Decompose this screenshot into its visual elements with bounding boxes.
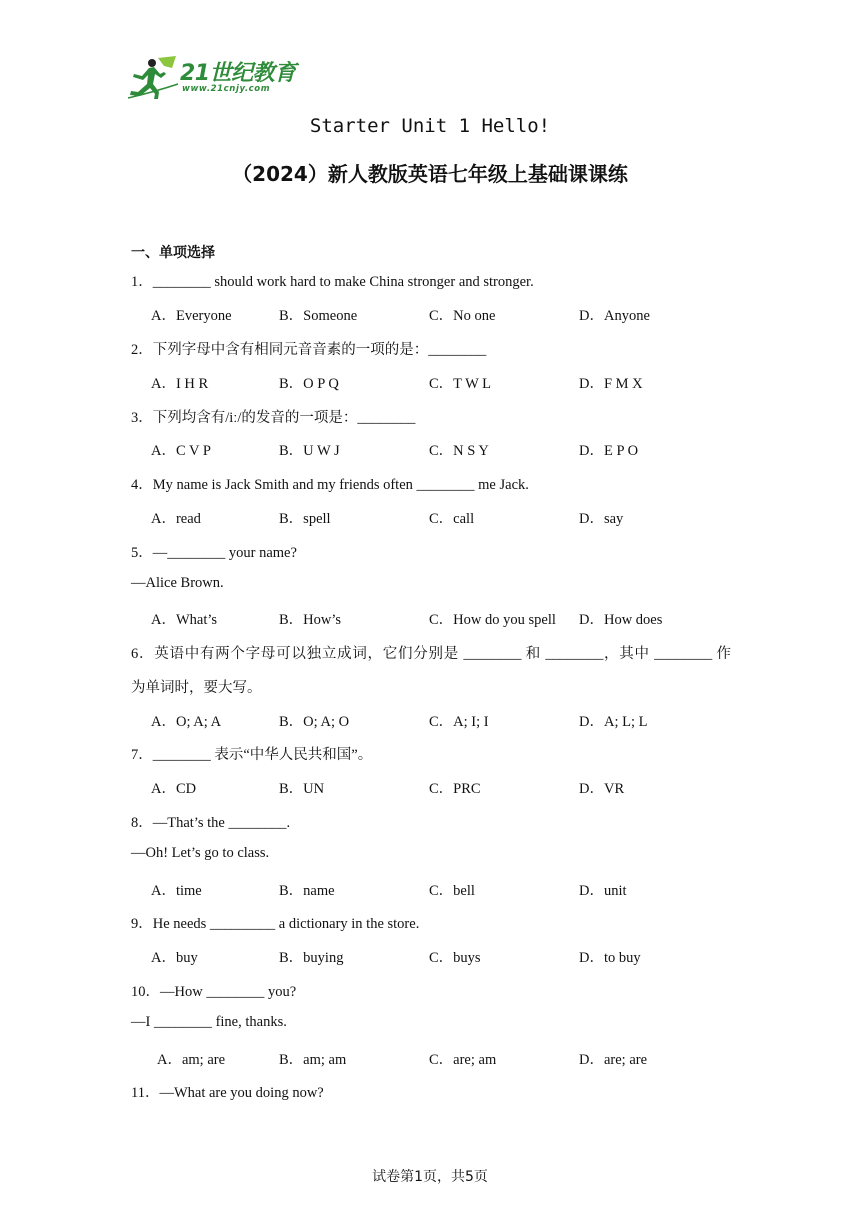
question-8-reply: —Oh! Let’s go to class. (131, 845, 270, 861)
option-c: C．N S Y (429, 443, 489, 459)
option-c: C．are; am (429, 1052, 497, 1068)
question-7-options (151, 777, 771, 797)
option-a: A．time (151, 883, 202, 899)
option-d: D．unit (579, 883, 627, 899)
question-9: 9．He needs _________ a dictionary in the store. (131, 916, 420, 932)
option-c: C．buys (429, 950, 481, 966)
question-7: 7．________ 表示“中华人民共和国”。 (131, 747, 373, 763)
question-5-reply: —Alice Brown. (131, 575, 224, 591)
option-c: C．A; I; I (429, 714, 489, 730)
option-d: D．VR (579, 781, 625, 797)
question-1: 1．________ should work hard to make China stronger and stronger. (131, 274, 534, 290)
question-5: 5．—________ your name? (131, 545, 297, 561)
option-b: B．O P Q (279, 376, 339, 392)
option-d: D．are; are (579, 1052, 648, 1068)
question-10-reply: —I ________ fine, thanks. (131, 1014, 287, 1030)
option-c: C．T W L (429, 376, 492, 392)
option-a: A．What’s (151, 612, 218, 628)
option-b: B．How’s (279, 612, 342, 628)
logo-text: 21世纪教育 (180, 61, 296, 86)
option-a: A．C V P (151, 443, 211, 459)
option-d: D．How does (579, 612, 663, 628)
option-a: A．CD (151, 781, 197, 797)
option-a: A．read (151, 511, 201, 527)
option-b: B．name (279, 883, 335, 899)
logo (128, 54, 298, 102)
option-d: D．A; L; L (579, 714, 648, 730)
option-d: D．E P O (579, 443, 639, 459)
option-c: C．PRC (429, 781, 481, 797)
question-8: 8．—That’s the ________. (131, 815, 291, 831)
question-10: 10．—How ________ you? (131, 984, 297, 1000)
question-1-options (151, 304, 771, 324)
question-10-options (157, 1048, 777, 1068)
option-a: A．I H R (151, 376, 209, 392)
option-a: A．buy (151, 950, 198, 966)
question-4-options (151, 507, 771, 527)
option-a: A．am; are (157, 1052, 226, 1068)
question-2-options (151, 372, 771, 392)
page-title: Starter Unit 1 Hello! (309, 115, 551, 137)
option-d: D．to buy (579, 950, 641, 966)
option-d: D．say (579, 511, 624, 527)
option-b: B．buying (279, 950, 344, 966)
question-5-options (151, 608, 771, 628)
option-a: A．Everyone (151, 308, 232, 324)
question-4: 4．My name is Jack Smith and my friends often ________ me Jack. (131, 477, 529, 493)
option-b: B．spell (279, 511, 331, 527)
question-3-options (151, 439, 771, 459)
option-c: C．No one (429, 308, 496, 324)
page-subtitle: （2024）新人教版英语七年级上基础课课练 (232, 162, 628, 186)
question-6: 6．英语中有两个字母可以独立成词，它们分别是 ________ 和 ________，其中 ________ 作 (131, 646, 731, 662)
option-c: C．How do you spell (429, 612, 556, 628)
page-footer: 试卷第1页，共5页 (372, 1169, 488, 1185)
logo-url: www.21cnjy.com (182, 84, 271, 94)
running-man-icon (128, 54, 180, 100)
option-a: A．O; A; A (151, 714, 222, 730)
option-d: D．F M X (579, 376, 643, 392)
question-6-options (151, 710, 771, 730)
option-c: C．call (429, 511, 475, 527)
option-b: B．Someone (279, 308, 358, 324)
option-b: B．UN (279, 781, 325, 797)
option-b: B．O; A; O (279, 714, 350, 730)
option-b: B．U W J (279, 443, 340, 459)
option-b: B．am; am (279, 1052, 347, 1068)
question-9-options (151, 946, 771, 966)
question-8-options (151, 879, 771, 899)
question-11: 11．—What are you doing now? (131, 1085, 324, 1101)
option-c: C．bell (429, 883, 475, 899)
question-3: 3．下列均含有/iː/的发音的一项是：________ (131, 410, 416, 426)
option-d: D．Anyone (579, 308, 650, 324)
section-title: 一、单项选择 (131, 245, 215, 261)
question-2: 2．下列字母中含有相同元音音素的一项的是：________ (131, 342, 487, 358)
question-6-cont: 为单词时，要大写。 (131, 680, 262, 696)
